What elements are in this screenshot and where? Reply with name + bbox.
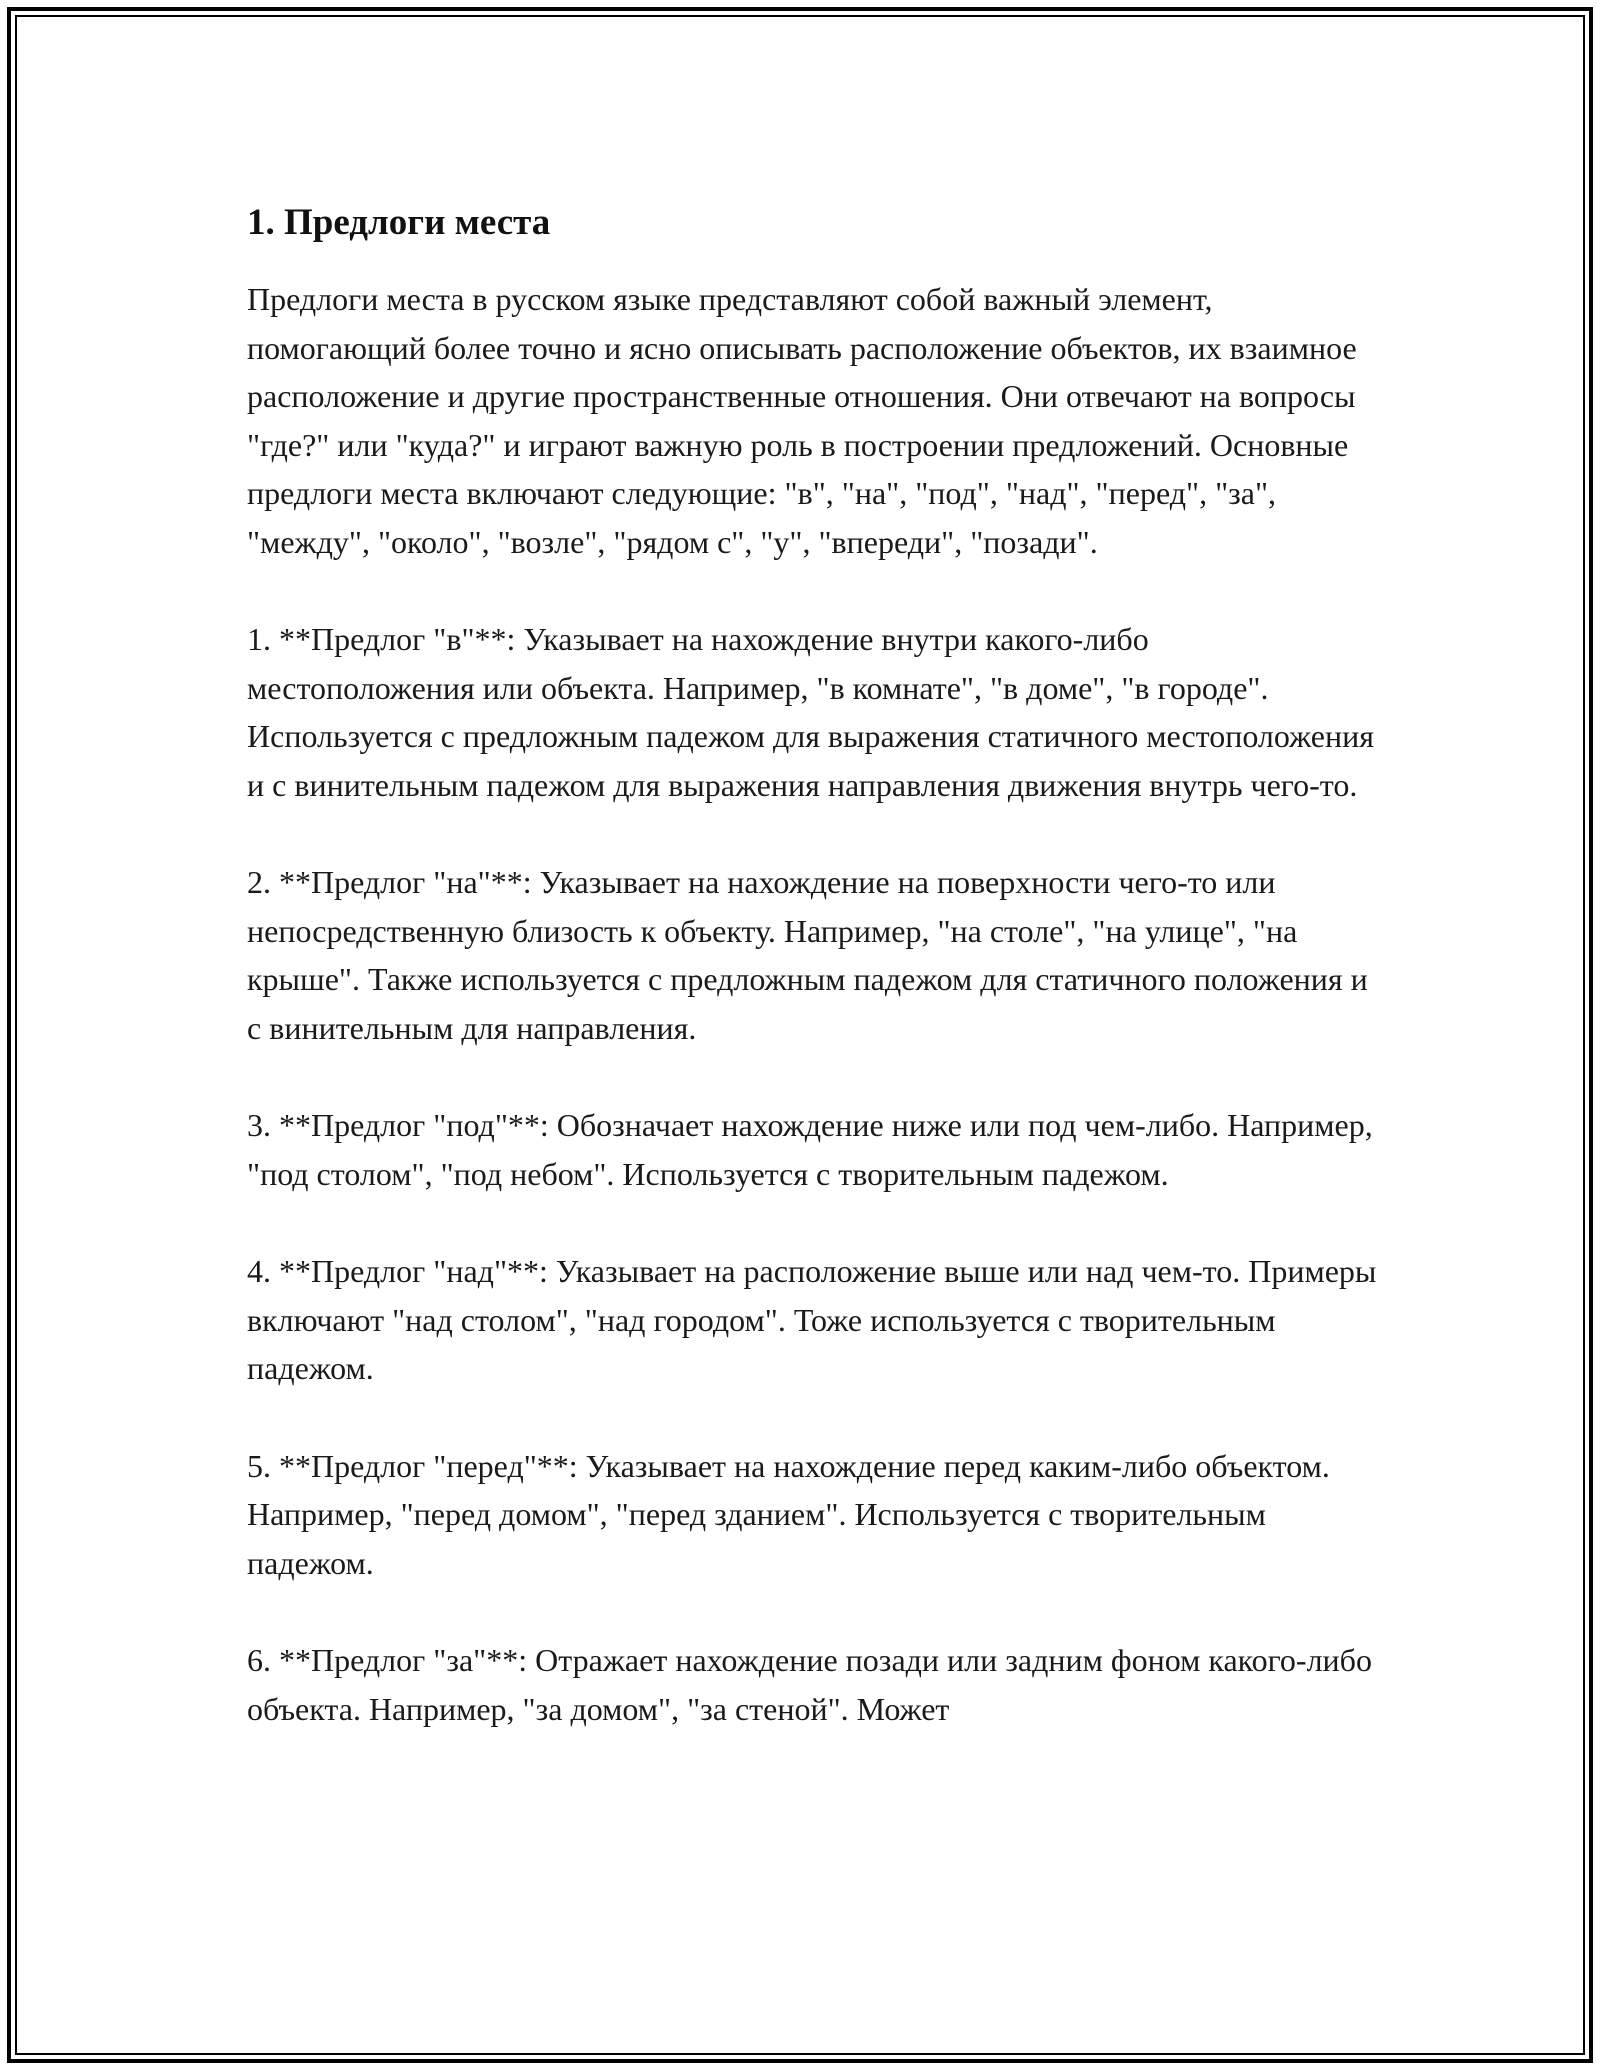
list-item-preposition-za: 6. **Предлог "за"**: Отражает нахождение позади или задним фоном какого-либо объекта. Например, "за домом", "за стеной". Может xyxy=(247,1642,1372,1727)
list-item-preposition-nad: 4. **Предлог "над"**: Указывает на расположение выше или над чем-то. Примеры включают "над столом", "над городом". Тоже используется с творительным падежом. xyxy=(247,1253,1377,1386)
list-item-preposition-v: 1. **Предлог "в"**: Указывает на нахождение внутри какого-либо местоположения или объекта. Например, "в комнате", "в доме", "в городе". Используется с предложным падежом для выражения статичного местоположения и с винительным падежом для выражения направления движения внутрь чего-то. xyxy=(247,621,1374,803)
intro-paragraph: Предлоги места в русском языке представляют собой важный элемент, помогающий более точно и ясно описывать расположение объектов, их взаимное расположение и другие пространственные отношения. Они отвечают на вопросы "где?" или "куда?" и играют важную роль в построении предложений. Основные предлоги места включают следующие: "в", "на", "под", "над", "перед", "за", "между", "около", "возле", "рядом с", "у", "впереди", "позади". xyxy=(247,281,1357,560)
list-item-preposition-na: 2. **Предлог "на"**: Указывает на нахождение на поверхности чего-то или непосредственную близость к объекту. Например, "на столе", "на улице", "на крыше". Также используется с предложным падежом для статичного положения и с винительным для направления. xyxy=(247,864,1368,1046)
page-frame xyxy=(7,7,1593,2063)
document-body xyxy=(247,197,1377,1782)
list-item-preposition-pered: 5. **Предлог "перед"**: Указывает на нахождение перед каким-либо объектом. Например, "перед домом", "перед зданием". Используется с творительным падежом. xyxy=(247,1447,1330,1581)
list-item-preposition-pod: 3. **Предлог "под"**: Обозначает нахождение ниже или под чем-либо. Например, "под столом", "под небом". Используется с творительным падежом. xyxy=(247,1107,1373,1192)
section-heading: 1. Предлоги места xyxy=(247,202,551,243)
